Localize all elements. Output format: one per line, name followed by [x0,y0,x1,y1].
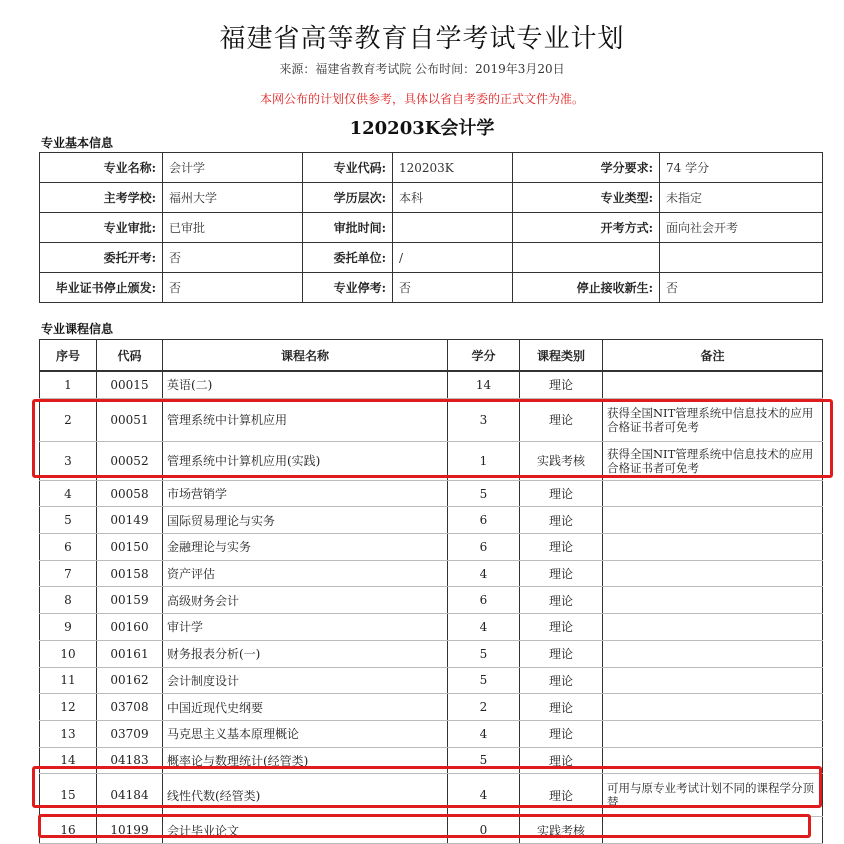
table-row [40,667,823,694]
header-type: 课程类别 [520,340,603,372]
course-name: 资产评估 [163,560,448,587]
source-line: 来源：福建省教育考试院 公布时间：2019年3月20日 [279,62,565,76]
course-no: 10 [40,640,97,667]
course-credit: 6 [448,534,520,561]
highlight-box-linear-algebra [32,766,822,808]
course-no: 6 [40,534,97,561]
basic-info-table [39,152,823,303]
course-note [603,614,823,641]
course-note [603,694,823,721]
course-code: 00150 [97,534,163,561]
course-code: 00161 [97,640,163,667]
course-note [603,507,823,534]
course-credit: 0 [448,817,520,844]
course-name: 英语(二) [163,371,448,398]
field-value: 未指定 [660,183,823,213]
course-name: 金融理论与实务 [163,534,448,561]
field-label: 主考学校: [40,183,163,213]
course-type: 实践考核 [520,441,603,480]
course-type: 理论 [520,640,603,667]
course-name: 审计学 [163,614,448,641]
field-value: 福州大学 [163,183,303,213]
course-table-header [40,340,823,372]
course-code: 00051 [97,398,163,441]
basic-info-section-title: 专业基本信息 [41,136,114,150]
table-row [40,371,823,398]
field-value: 否 [163,243,303,273]
course-note [603,587,823,614]
field-label: 学历层次: [303,183,393,213]
course-note [603,480,823,507]
course-type: 理论 [520,774,603,817]
field-label: 停止接收新生: [513,273,660,303]
course-code: 00015 [97,371,163,398]
field-value: 会计学 [163,153,303,183]
course-code: 10199 [97,817,163,844]
header-name: 课程名称 [163,340,448,372]
course-note: 可用与原专业考试计划不同的课程学分顶替 [603,774,823,817]
course-type: 理论 [520,398,603,441]
course-code: 00158 [97,560,163,587]
highlight-box-nit-courses [32,399,833,478]
course-credit: 5 [448,747,520,774]
course-type: 理论 [520,560,603,587]
course-credit: 6 [448,507,520,534]
course-code: 00149 [97,507,163,534]
course-name: 财务报表分析(一) [163,640,448,667]
course-code: 00058 [97,480,163,507]
course-credit: 5 [448,667,520,694]
field-label [513,243,660,273]
course-credit: 1 [448,441,520,480]
course-code: 04183 [97,747,163,774]
course-credit: 5 [448,480,520,507]
course-no: 8 [40,587,97,614]
course-no: 12 [40,694,97,721]
course-type: 理论 [520,371,603,398]
course-credit: 14 [448,371,520,398]
course-name: 管理系统中计算机应用 [163,398,448,441]
field-label: 委托开考: [40,243,163,273]
field-value: / [393,243,513,273]
course-type: 理论 [520,667,603,694]
field-value [660,243,823,273]
course-info-section-title: 专业课程信息 [41,322,114,336]
course-no: 4 [40,480,97,507]
course-type: 理论 [520,694,603,721]
course-no: 5 [40,507,97,534]
course-credit: 4 [448,614,520,641]
course-code: 03709 [97,720,163,747]
field-label: 学分要求: [513,153,660,183]
field-label: 专业停考: [303,273,393,303]
basic-info-row [40,153,823,183]
course-code: 03708 [97,694,163,721]
field-value: 否 [393,273,513,303]
course-credit: 3 [448,398,520,441]
header-note: 备注 [603,340,823,372]
table-row [40,587,823,614]
course-no: 2 [40,398,97,441]
course-note [603,667,823,694]
basic-info-row [40,213,823,243]
course-credit: 2 [448,694,520,721]
course-type: 实践考核 [520,817,603,844]
course-type: 理论 [520,720,603,747]
course-name: 马克思主义基本原理概论 [163,720,448,747]
course-note [603,534,823,561]
course-credit: 4 [448,560,520,587]
course-name: 中国近现代史纲要 [163,694,448,721]
table-row [40,694,823,721]
course-no: 1 [40,371,97,398]
field-value: 已审批 [163,213,303,243]
highlight-box-thesis [38,814,811,838]
field-value: 面向社会开考 [660,213,823,243]
table-row [40,560,823,587]
field-label: 开考方式: [513,213,660,243]
course-type: 理论 [520,614,603,641]
table-row [40,640,823,667]
field-value: 否 [163,273,303,303]
field-label: 专业代码: [303,153,393,183]
disclaimer-notice: 本网公布的计划仅供参考，具体以省自考委的正式文件为准。 [259,92,584,106]
course-credit: 6 [448,587,520,614]
course-type: 理论 [520,507,603,534]
field-label: 审批时间: [303,213,393,243]
table-row [40,507,823,534]
course-no: 9 [40,614,97,641]
field-label: 委托单位: [303,243,393,273]
table-row [40,614,823,641]
course-name: 会计制度设计 [163,667,448,694]
course-no: 15 [40,774,97,817]
course-name: 高级财务会计 [163,587,448,614]
course-name: 市场营销学 [163,480,448,507]
course-no: 14 [40,747,97,774]
course-note: 获得全国NIT管理系统中信息技术的应用合格证书者可免考 [603,398,823,441]
course-no: 16 [40,817,97,844]
field-label: 专业名称: [40,153,163,183]
basic-info-row [40,273,823,303]
course-type: 理论 [520,587,603,614]
course-note [603,640,823,667]
header-credit: 学分 [448,340,520,372]
course-code: 00052 [97,441,163,480]
course-note [603,371,823,398]
course-type: 理论 [520,480,603,507]
field-value [393,213,513,243]
course-no: 11 [40,667,97,694]
table-row [40,720,823,747]
course-no: 3 [40,441,97,480]
course-name: 会计毕业论文 [163,817,448,844]
table-row [40,480,823,507]
basic-info-row [40,243,823,273]
page-title: 福建省高等教育自学考试专业计划 [219,24,625,54]
field-value: 120203K [393,153,513,183]
course-credit: 4 [448,720,520,747]
course-no: 13 [40,720,97,747]
course-code: 00159 [97,587,163,614]
course-code: 00160 [97,614,163,641]
course-name: 管理系统中计算机应用(实践) [163,441,448,480]
field-value: 74 学分 [660,153,823,183]
field-value: 本科 [393,183,513,213]
course-type: 理论 [520,747,603,774]
course-note [603,560,823,587]
course-note: 获得全国NIT管理系统中信息技术的应用合格证书者可免考 [603,441,823,480]
basic-info-row [40,183,823,213]
field-label: 专业审批: [40,213,163,243]
course-note [603,720,823,747]
course-credit: 5 [448,640,520,667]
major-title: 120203K会计学 [349,118,495,139]
course-credit: 4 [448,774,520,817]
header-code: 代码 [97,340,163,372]
field-label: 专业类型: [513,183,660,213]
course-code: 04184 [97,774,163,817]
course-no: 7 [40,560,97,587]
course-type: 理论 [520,534,603,561]
course-name: 概率论与数理统计(经管类) [163,747,448,774]
course-code: 00162 [97,667,163,694]
field-value: 否 [660,273,823,303]
field-label: 毕业证书停止颁发: [40,273,163,303]
table-row [40,534,823,561]
header-no: 序号 [40,340,97,372]
course-name: 国际贸易理论与实务 [163,507,448,534]
course-name: 线性代数(经管类) [163,774,448,817]
